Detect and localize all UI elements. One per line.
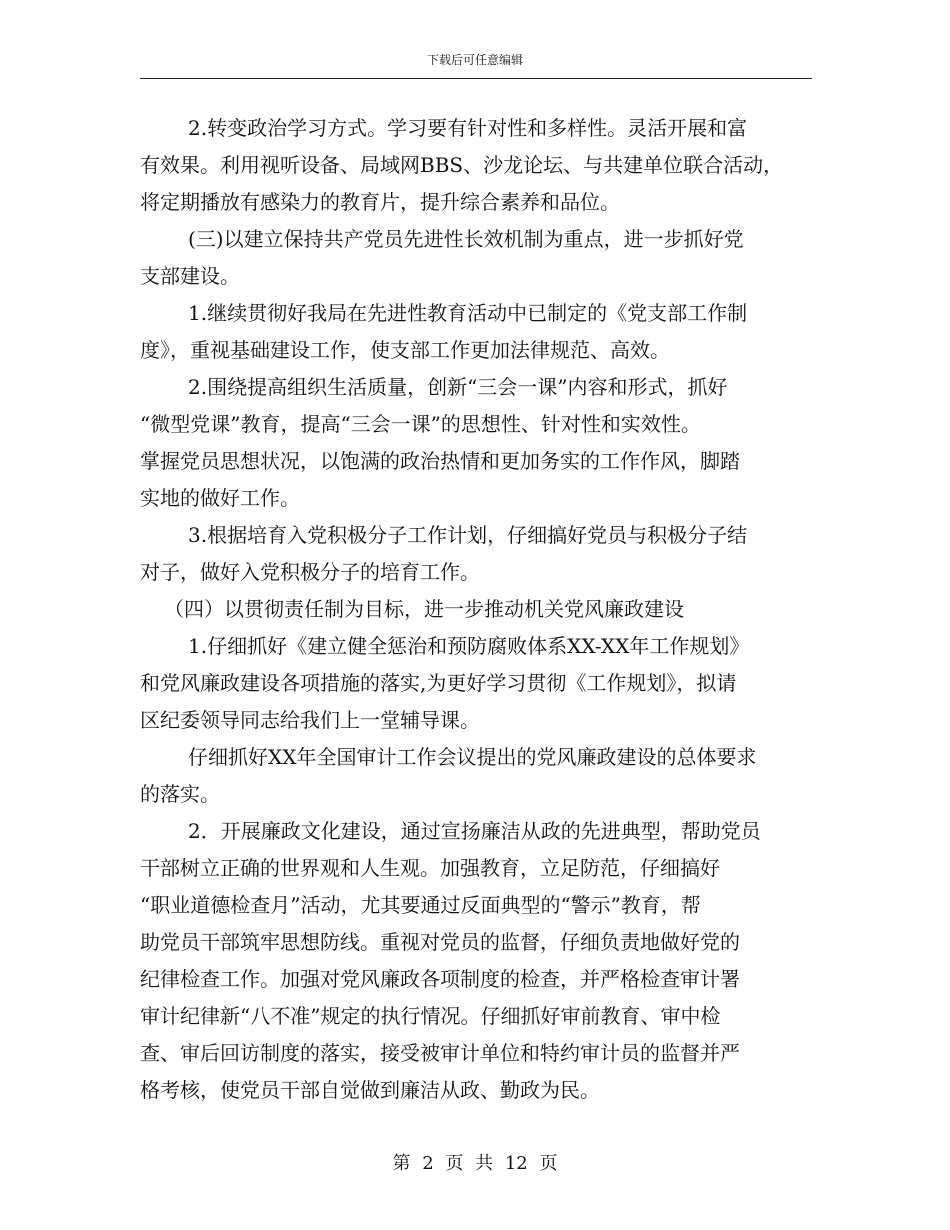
text-line: 区纪委领导同志给我们上一堂辅导课。	[140, 708, 480, 732]
text-line: “职业道德检查月”活动，尤其要通过反面典型的“警示”教育，帮	[140, 893, 701, 917]
text-line: 有效果。利用视听设备、局域网BBS、沙龙论坛、与共建单位联合活动，	[140, 153, 784, 177]
text-line: 实地的做好工作。	[140, 486, 300, 510]
text-line: 审计纪律新“八不准”规定的执行情况。仔细抓好审前教育、审中检	[140, 1004, 721, 1028]
text-line: 助党员干部筑牢思想防线。重视对党员的监督，仔细负责地做好党的	[140, 930, 740, 954]
document-body	[140, 110, 820, 1109]
text-line: 2.转变政治学习方式。学习要有针对性和多样性。灵活开展和富	[188, 116, 748, 140]
text-line: “微型党课”教育，提高“三会一课”的思想性、针对性和实效性。	[140, 412, 701, 436]
text-line: 查、审后回访制度的落实，接受被审计单位和特约审计员的监督并严	[140, 1041, 740, 1065]
text-line: 和党风廉政建设各项措施的落实,为更好学习贯彻《工作规划》，拟请	[140, 671, 737, 695]
header-divider	[140, 78, 812, 79]
text-line: 2．开展廉政文化建设，通过宣扬廉洁从政的先进典型，帮助党员	[188, 819, 761, 843]
text-line: 掌握党员思想状况，以饱满的政治热情和更加务实的工作作风，脚踏	[140, 449, 740, 473]
text-line: 支部建设。	[140, 264, 240, 288]
page-header: 下载后可任意编辑	[426, 53, 523, 67]
text-line: 仔细抓好XX年全国审计工作会议提出的党风廉政建设的总体要求	[188, 745, 757, 769]
text-line: 将定期播放有感染力的教育片，提升综合素养和品位。	[140, 190, 620, 214]
text-line: （四）以贯彻责任制为目标，进一步推动机关党风廉政建设	[164, 597, 684, 621]
text-line: 的落实。	[140, 782, 220, 806]
text-line: 2.围绕提高组织生活质量，创新“三会一课”内容和形式，抓好	[188, 375, 728, 399]
text-line: 1.继续贯彻好我局在先进性教育活动中已制定的《党支部工作制	[188, 301, 748, 325]
text-line: 纪律检查工作。加强对党风廉政各项制度的检查，并严格检查审计署	[140, 967, 740, 991]
text-line: 格考核，使党员干部自觉做到廉洁从政、勤政为民。	[140, 1078, 600, 1102]
text-line: 3.根据培育入党积极分子工作计划，仔细搞好党员与积极分子结	[188, 523, 748, 547]
page-number-footer: 第 2 页 共 12 页	[392, 1153, 558, 1174]
text-line: (三)以建立保持共产党员先进性长效机制为重点，进一步抓好党	[188, 227, 744, 251]
text-line: 度》，重视基础建设工作，使支部工作更加法律规范、高效。	[140, 338, 670, 362]
text-line: 对子，做好入党积极分子的培育工作。	[140, 560, 480, 584]
text-line: 干部树立正确的世界观和人生观。加强教育，立足防范，仔细搞好	[140, 856, 720, 880]
text-line: 1.仔细抓好《建立健全惩治和预防腐败体系XX-XX年工作规划》	[188, 634, 750, 658]
